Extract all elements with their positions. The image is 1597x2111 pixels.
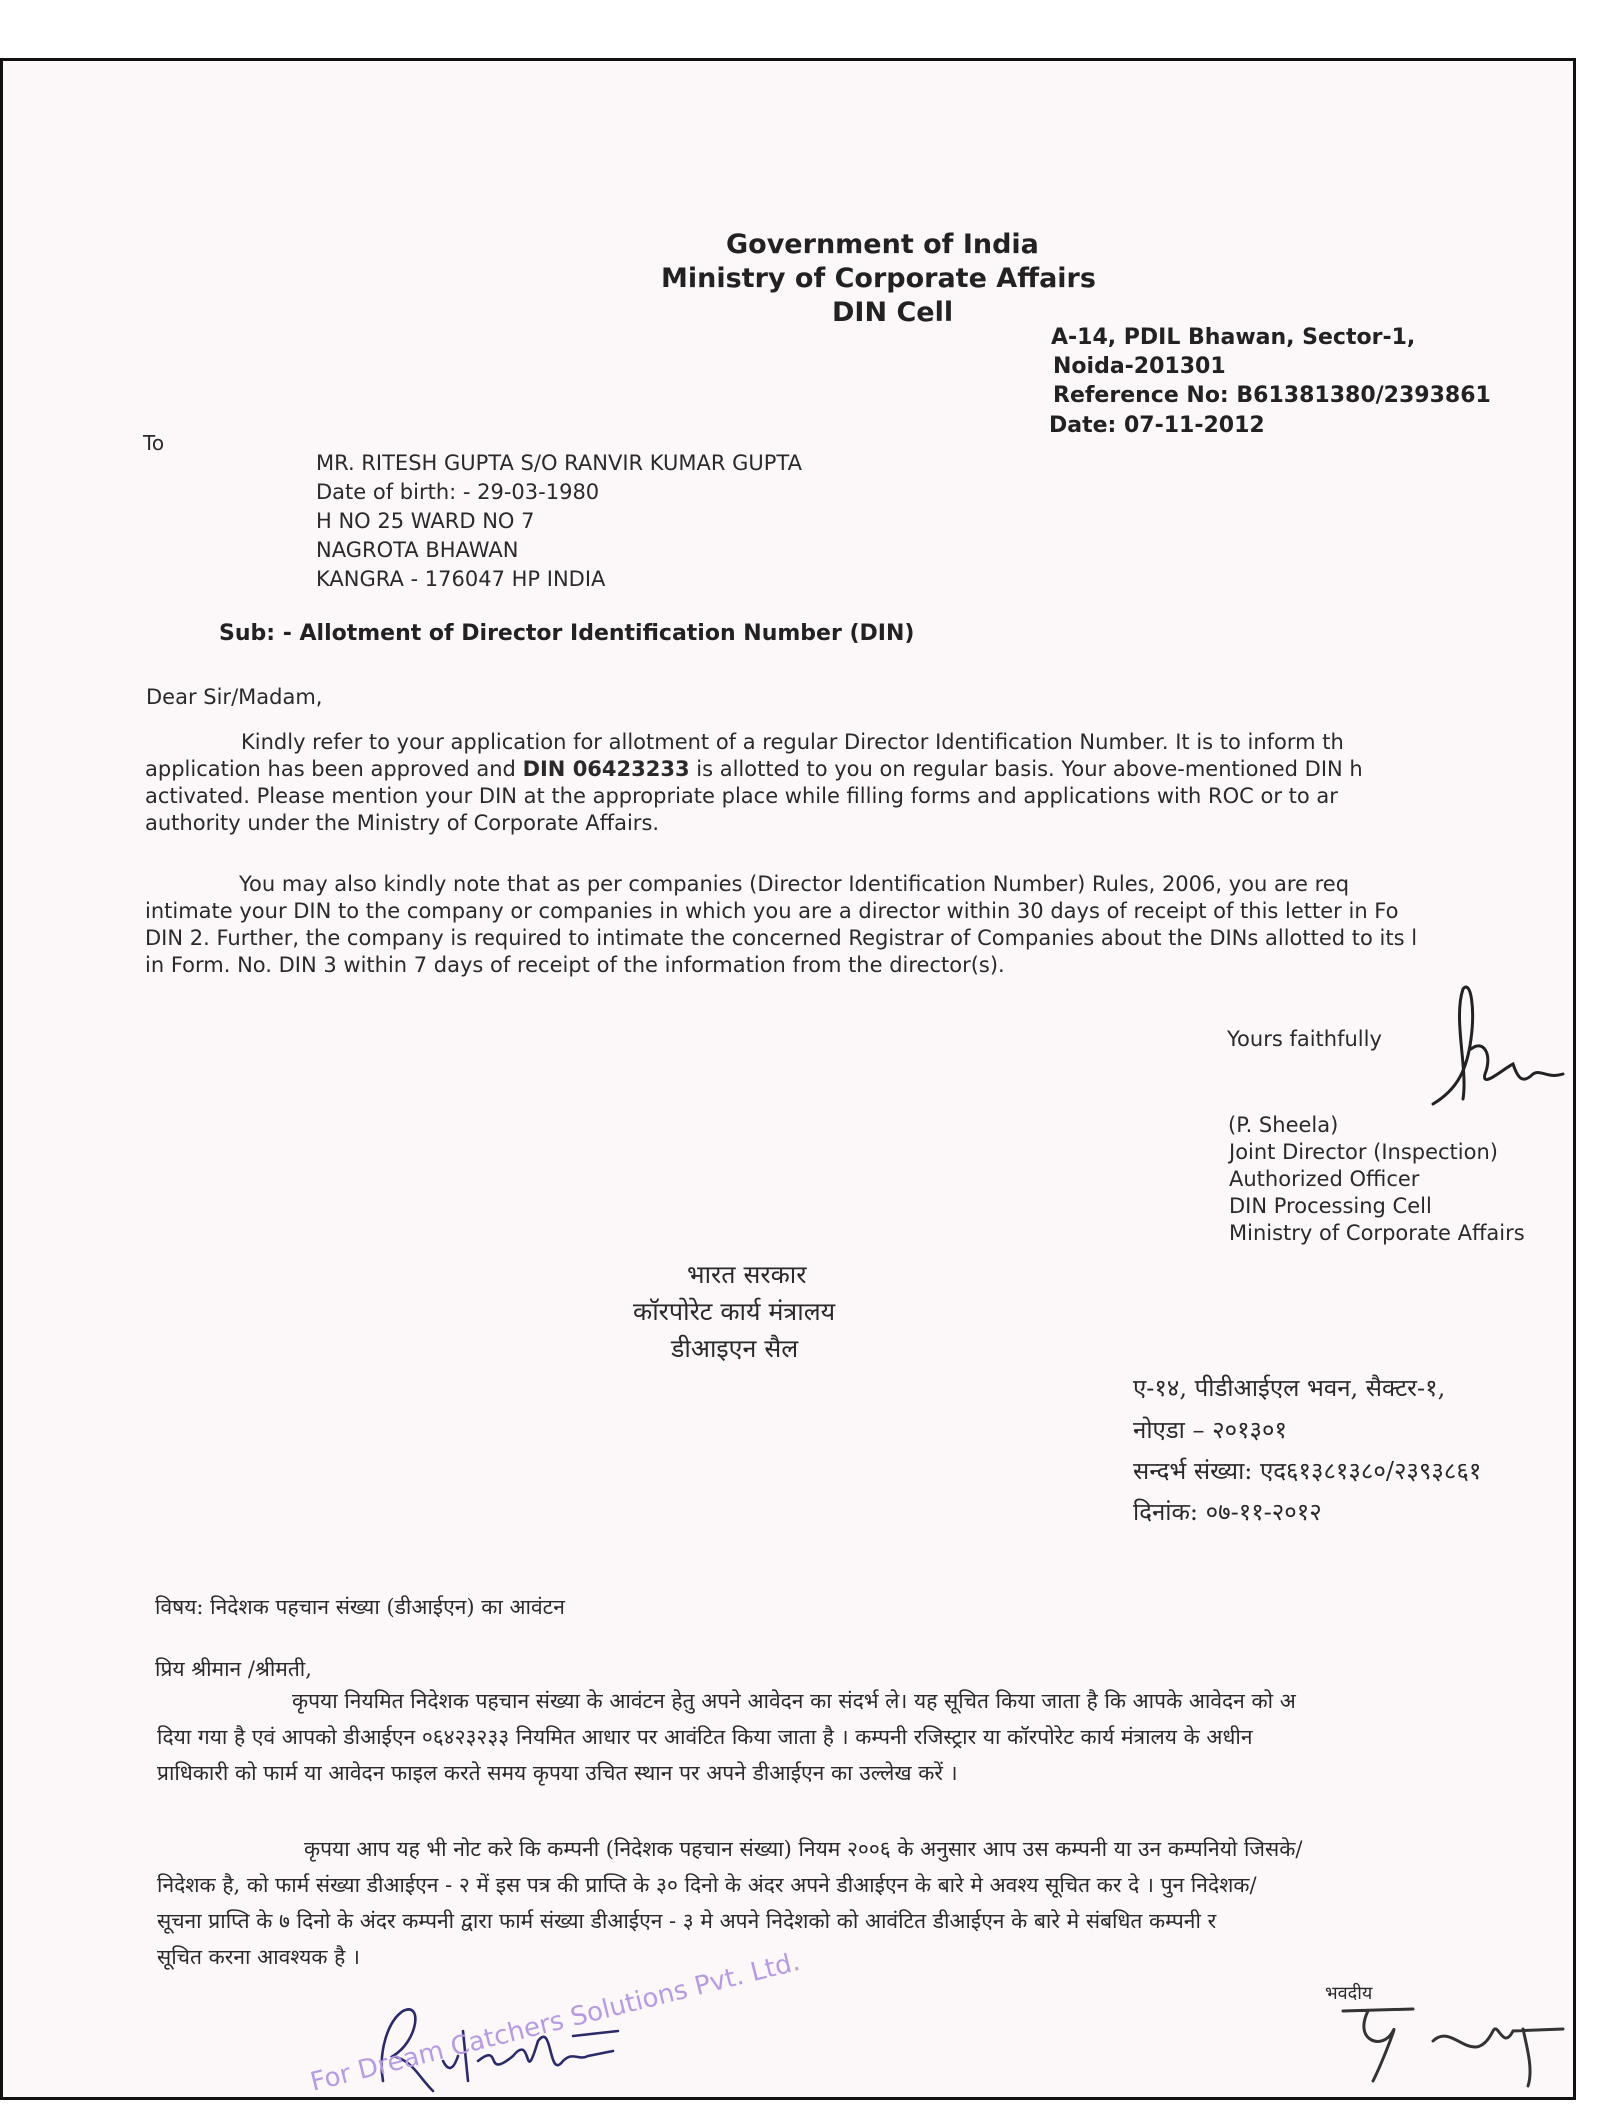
hindi-closing: भवदीय bbox=[1325, 1983, 1373, 2004]
hindi-para1-line-3: प्राधिकारी को फार्म या आवेदन फाइल करते समय कृपया उचित स्थान पर अपने डीआईएन का उल्लेख करें । bbox=[157, 1761, 958, 1785]
hindi-address-line-1: ए-१४, पीडीआईएल भवन, सैक्टर-१, bbox=[1133, 1374, 1446, 1402]
header-line-1: Government of India bbox=[726, 229, 1039, 260]
para1-line-2: application has been approved and DIN 06423233 is allotted to you on regular basis. Your above-mentioned DIN h bbox=[145, 757, 1363, 781]
to-label: To bbox=[143, 431, 165, 455]
stamp-graphic bbox=[303, 1946, 803, 2101]
din-number: DIN 06423233 bbox=[522, 757, 690, 781]
officer-name: (P. Sheela) bbox=[1228, 1113, 1339, 1137]
svg-text:For Dream Catchers Solutions P: For Dream Catchers Solutions Pvt. Ltd. bbox=[307, 1946, 803, 2098]
hindi-para2-line-1: कृपया आप यह भी नोट करे कि कम्पनी (निदेशक पहचान संख्या) नियम २००६ के अनुसार आप उस कम्पनी या उन कम्पनियो जिसके/ bbox=[304, 1837, 1303, 1861]
para2-line-2: intimate your DIN to the company or companies in which you are a director within 30 days of receipt of this letter in Fo bbox=[145, 899, 1399, 923]
hindi-header-line-2: कॉरपोरेट कार्य मंत्रालय bbox=[633, 1297, 836, 1326]
office-address-line-2: Noida-201301 bbox=[1053, 354, 1226, 379]
hindi-subject: विषय: निदेशक पहचान संख्या (डीआईएन) का आवंटन bbox=[155, 1595, 565, 1619]
recipient-name: MR. RITESH GUPTA S/O RANVIR KUMAR GUPTA bbox=[316, 451, 802, 475]
hindi-para2-line-4: सूचित करना आवश्यक है । bbox=[157, 1945, 360, 1969]
yours-faithfully: Yours faithfully bbox=[1227, 1027, 1382, 1051]
hindi-paragraph-2 bbox=[157, 1831, 1597, 1975]
hindi-salutation: प्रिय श्रीमान /श्रीमती, bbox=[155, 1657, 312, 1681]
hindi-header-line-1: भारत सरकार bbox=[687, 1260, 807, 1289]
para2-line-4: in Form. No. DIN 3 within 7 days of receipt of the information from the director(s). bbox=[145, 953, 1005, 977]
hindi-officer-signature bbox=[1323, 1991, 1573, 2091]
subject-line: Sub: - Allotment of Director Identification Number (DIN) bbox=[219, 621, 915, 646]
hindi-header-line-3: डीआइएन सैल bbox=[671, 1334, 799, 1363]
hindi-para1-line-2: दिया गया है एवं आपको डीआईएन ०६४२३२३३ नियमित आधार पर आवंटित किया जाता है । कम्पनी रजिस्ट्रार या कॉरपोरेट कार्य मंत्रालय के अधीन bbox=[157, 1725, 1253, 1749]
paragraph-1 bbox=[145, 729, 1585, 837]
para2-line-1: You may also kindly note that as per companies (Director Identification Number) Rules, 2006, you are req bbox=[239, 872, 1350, 896]
officer-title-1: Joint Director (Inspection) bbox=[1229, 1140, 1498, 1164]
para2-line-3: DIN 2. Further, the company is required to intimate the concerned Registrar of Companies about the DINs allotted to its l bbox=[145, 926, 1418, 950]
officer-title-4: Ministry of Corporate Affairs bbox=[1229, 1221, 1525, 1245]
header-line-3: DIN Cell bbox=[832, 297, 954, 328]
para1-line-3: activated. Please mention your DIN at the appropriate place while filling forms and applications with ROC or to ar bbox=[145, 784, 1338, 808]
letter-page bbox=[0, 58, 1576, 2100]
recipient-dob: Date of birth: - 29-03-1980 bbox=[316, 480, 600, 504]
recipient-address-2: NAGROTA BHAWAN bbox=[316, 538, 519, 562]
recipient-address-1: H NO 25 WARD NO 7 bbox=[316, 509, 535, 533]
salutation: Dear Sir/Madam, bbox=[146, 685, 323, 709]
header-line-2: Ministry of Corporate Affairs bbox=[661, 263, 1096, 294]
para1-line-1: Kindly refer to your application for allotment of a regular Director Identification Number. It is to inform th bbox=[241, 730, 1344, 754]
recipient-address-3: KANGRA - 176047 HP INDIA bbox=[316, 567, 606, 591]
officer-signature bbox=[1423, 979, 1573, 1119]
officer-title-2: Authorized Officer bbox=[1229, 1167, 1420, 1191]
hindi-paragraph-1 bbox=[157, 1683, 1597, 1791]
hindi-para2-line-2: निदेशक है, को फार्म संख्या डीआईएन - २ में इस पत्र की प्राप्ति के ३० दिनो के अंदर अपने डीआईएन के बारे मे अवश्य सूचित कर दे । पुन निदेशक/ bbox=[157, 1873, 1257, 1897]
letter-date: Date: 07-11-2012 bbox=[1049, 413, 1265, 438]
hindi-para2-line-3: सूचना प्राप्ति के ७ दिनो के अंदर कम्पनी द्वारा फार्म संख्या डीआईएन - ३ मे अपने निदेशको को आवंटित डीआईएन के बारे मे संबधित कम्पनी र bbox=[157, 1909, 1217, 1933]
hindi-para1-line-1: कृपया नियमित निदेशक पहचान संख्या के आवंटन हेतु अपने आवेदन का संदर्भ ले। यह सूचित किया जाता है कि आपके आवेदन को अ bbox=[292, 1689, 1296, 1713]
para1-line-4: authority under the Ministry of Corporate Affairs. bbox=[145, 811, 660, 835]
hindi-reference-number: सन्दर्भ संख्या: एद६१३८१३८०/२३९३८६१ bbox=[1133, 1457, 1482, 1485]
office-address-line-1: A-14, PDIL Bhawan, Sector-1, bbox=[1051, 325, 1416, 350]
reference-number: Reference No: B61381380/2393861 bbox=[1053, 383, 1491, 408]
hindi-address-line-2: नोएडा – २०१३०१ bbox=[1133, 1416, 1288, 1444]
hindi-date: दिनांक: ०७-११-२०१२ bbox=[1133, 1498, 1322, 1526]
officer-title-3: DIN Processing Cell bbox=[1229, 1194, 1432, 1218]
paragraph-2 bbox=[145, 871, 1585, 979]
